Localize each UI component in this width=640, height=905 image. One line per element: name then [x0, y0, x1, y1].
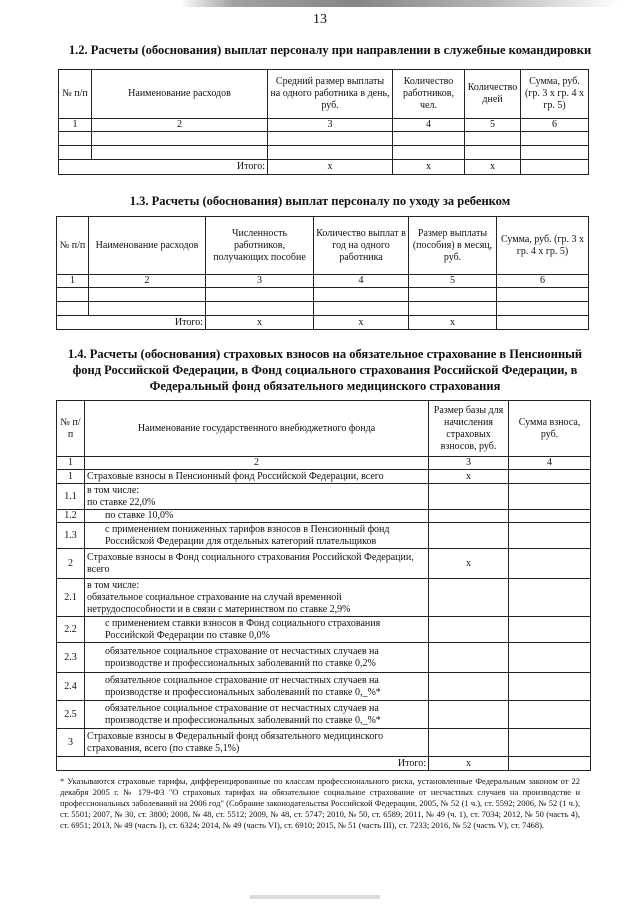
total-row — [59, 160, 589, 175]
fund-name: в том числе: обязательное социальное страхование на случай временной нетрудоспособности и в связи с материнством по ставке 2,9% — [85, 579, 429, 617]
table-row — [57, 729, 591, 757]
header-cell: Количество дней — [465, 70, 521, 119]
column-number: 4 — [314, 275, 409, 288]
total-cell: x — [409, 316, 497, 330]
total-cell: x — [268, 160, 393, 175]
table-row — [59, 132, 589, 146]
header-cell: Размер базы для начисления страховых взносов, руб. — [429, 401, 509, 457]
header-cell: Численность работников, получающих пособие — [206, 217, 314, 275]
fund-name: с применением ставки взносов в Фонд социального страхования Российской Федерации по ставке 0,0% — [85, 617, 429, 643]
column-number: 4 — [393, 119, 465, 132]
column-number: 2 — [85, 457, 429, 470]
table-row — [57, 617, 591, 643]
row-number: 1.1 — [57, 484, 85, 510]
header-cell: Количество работников, чел. — [393, 70, 465, 119]
row-number: 2.3 — [57, 643, 85, 673]
fund-name: обязательное социальное страхование от несчастных случаев на производстве и профессиональных заболеваний по ставке 0,_%* — [85, 673, 429, 701]
section-1-3-title: 1.3. Расчеты (обоснования) выплат персоналу по уходу за ребенком — [129, 194, 511, 208]
fund-name: Страховые взносы в Пенсионный фонд Российской Федерации, всего — [85, 470, 429, 484]
table-row — [57, 643, 591, 673]
base-cell: x — [429, 470, 509, 484]
header-cell: № п/п — [59, 70, 92, 119]
fund-name: обязательное социальное страхование от несчастных случаев на производстве и профессиональных заболеваний по ставке 0,_%* — [85, 701, 429, 729]
header-cell: Сумма взноса, руб. — [509, 401, 591, 457]
table-header-row — [57, 401, 591, 457]
header-cell: Размер выплаты (пособия) в месяц, руб. — [409, 217, 497, 275]
table-row — [57, 288, 589, 302]
table-row — [59, 146, 589, 160]
total-cell: x — [393, 160, 465, 175]
row-number: 1 — [57, 470, 85, 484]
table-row — [57, 673, 591, 701]
column-number: 3 — [429, 457, 509, 470]
total-cell: x — [429, 757, 509, 771]
table-row — [57, 579, 591, 617]
total-label: Итого: — [57, 757, 429, 771]
table-row — [57, 549, 591, 579]
total-cell: x — [465, 160, 521, 175]
header-cell: Сумма, руб. (гр. 3 x гр. 4 x гр. 5) — [497, 217, 589, 275]
scan-artifact-top — [180, 0, 620, 7]
page-number: 13 — [313, 12, 327, 27]
total-cell: x — [314, 316, 409, 330]
fund-name: по ставке 10,0% — [85, 510, 429, 523]
row-number: 1.3 — [57, 523, 85, 549]
column-number: 6 — [521, 119, 589, 132]
column-number: 4 — [509, 457, 591, 470]
header-cell: Сумма, руб. (гр. 3 x гр. 4 x гр. 5) — [521, 70, 589, 119]
column-number-row — [57, 275, 589, 288]
row-number: 1.2 — [57, 510, 85, 523]
row-number: 2 — [57, 549, 85, 579]
total-cell: x — [206, 316, 314, 330]
table-row — [57, 701, 591, 729]
row-number: 2.1 — [57, 579, 85, 617]
table-row — [57, 510, 591, 523]
footnote: * Указываются страховые тарифы, дифференцированные по классам профессионального риска, установленные Федеральным законом от 22 декабря 2005 г. № 179-ФЗ "О страховых тарифах на обязательное социальное страхование от несчастных случаев на производстве и профессиональных заболеваний на 2006 год" (Собрание законодательства Российской Федерации, 2005, № 52 (1 ч.), ст. 5592; 2006, № 52 (1 ч.), ст. 5501; 2007, № 30, ст. 3800; 2008, № 48, ст. 5512; 2009, № 48, ст. 5747; 2010, № 50, ст. 6589; 2011, № 49 (ч. 1), ст. 7034; 2012, № 50 (часть 4), ст. 6951; 2013, № 49 (часть I), ст. 6324; 2014, № 49 (часть VI), ст. 6910; 2015, № 51 (часть III), ст. 7233; 2016, № 52 (часть V), ст. 7468). — [60, 776, 580, 830]
total-label: Итого: — [57, 316, 206, 330]
fund-name: Страховые взносы в Фонд социального страхования Российской Федерации, всего — [85, 549, 429, 579]
table-row — [57, 484, 591, 510]
column-number: 5 — [465, 119, 521, 132]
row-number: 3 — [57, 729, 85, 757]
header-cell: Наименование расходов — [92, 70, 268, 119]
table-header-row — [59, 70, 589, 119]
column-number-row — [57, 457, 591, 470]
column-number: 6 — [497, 275, 589, 288]
section-1-4-title: 1.4. Расчеты (обоснования) страховых взносов на обязательное страхование в Пенсионный фонд Российской Федерации, в Фонд социального страхования Российской Федерации, в Федеральный фонд обязательного медицинского страхования — [67, 347, 583, 393]
fund-name: в том числе: по ставке 22,0% — [85, 484, 429, 510]
total-row — [57, 316, 589, 330]
table-row — [57, 470, 591, 484]
column-number: 5 — [409, 275, 497, 288]
scan-artifact-bottom — [250, 895, 380, 899]
header-cell: № п/п — [57, 217, 89, 275]
row-number: 2.4 — [57, 673, 85, 701]
table-row — [57, 302, 589, 316]
column-number: 1 — [59, 119, 92, 132]
table-header-row — [57, 217, 589, 275]
column-number: 3 — [206, 275, 314, 288]
column-number: 3 — [268, 119, 393, 132]
header-cell: Наименование государственного внебюджетного фонда — [85, 401, 429, 457]
section-1-2-title: 1.2. Расчеты (обоснования) выплат персоналу при направлении в служебные командировки — [68, 43, 592, 57]
header-cell: Количество выплат в год на одного работника — [314, 217, 409, 275]
column-number-row — [59, 119, 589, 132]
header-cell: № п/п — [57, 401, 85, 457]
column-number: 2 — [89, 275, 206, 288]
fund-name: обязательное социальное страхование от несчастных случаев на производстве и профессиональных заболеваний по ставке 0,2% — [85, 643, 429, 673]
row-number: 2.5 — [57, 701, 85, 729]
column-number: 1 — [57, 275, 89, 288]
row-number: 2.2 — [57, 617, 85, 643]
header-cell: Наименование расходов — [89, 217, 206, 275]
fund-name: Страховые взносы в Федеральный фонд обязательного медицинского страхования, всего (по ставке 5,1%) — [85, 729, 429, 757]
column-number: 1 — [57, 457, 85, 470]
table-row — [57, 523, 591, 549]
table-1-2 — [58, 69, 589, 175]
total-row — [57, 757, 591, 771]
header-cell: Средний размер выплаты на одного работника в день, руб. — [268, 70, 393, 119]
column-number: 2 — [92, 119, 268, 132]
total-label: Итого: — [59, 160, 268, 175]
fund-name: с применением пониженных тарифов взносов в Пенсионный фонд Российской Федерации для отдельных категорий плательщиков — [85, 523, 429, 549]
base-cell: x — [429, 549, 509, 579]
table-1-3 — [56, 216, 589, 330]
table-1-4 — [56, 400, 591, 771]
